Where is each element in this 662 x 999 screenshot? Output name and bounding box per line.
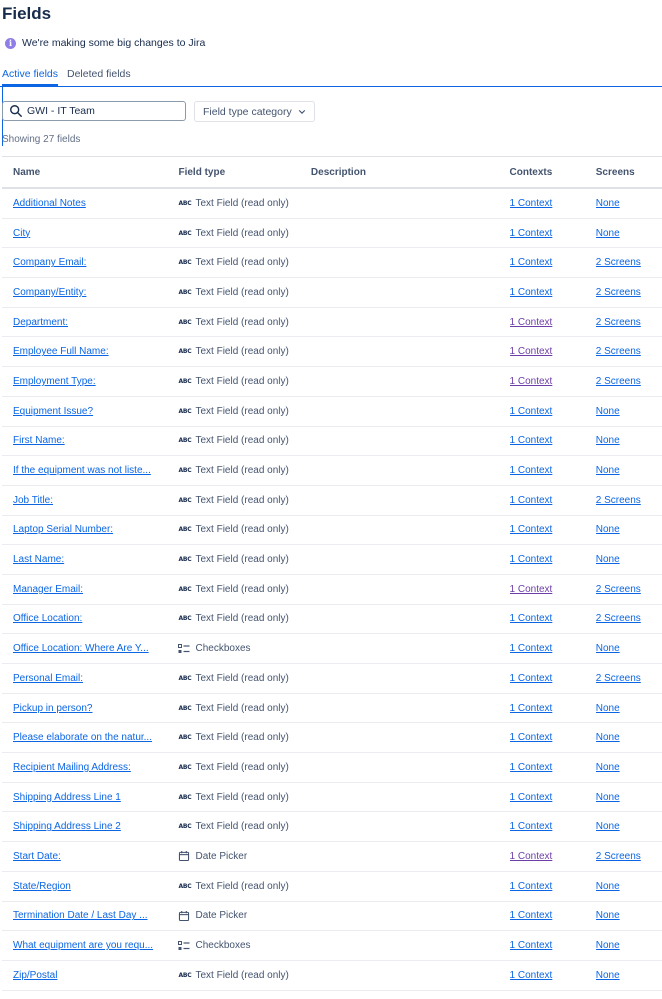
abc-icon: ABC bbox=[178, 882, 192, 890]
description-cell bbox=[311, 218, 510, 248]
description-cell bbox=[311, 456, 510, 486]
field-type-label: Text Field (read only) bbox=[195, 257, 289, 269]
field-name-link[interactable]: Zip/Postal bbox=[13, 969, 58, 981]
field-type-label: Text Field (read only) bbox=[195, 227, 289, 239]
description-cell bbox=[311, 545, 510, 575]
description-cell bbox=[311, 842, 510, 872]
header-contexts: Contexts bbox=[510, 157, 596, 189]
table-row bbox=[2, 485, 662, 515]
field-type-label: Text Field (read only) bbox=[195, 524, 289, 536]
screens-link[interactable]: None bbox=[595, 910, 620, 922]
field-name-link[interactable]: Start Date: bbox=[13, 850, 61, 862]
contexts-link[interactable]: 1 Context bbox=[509, 643, 553, 655]
field-type-label: Text Field (read only) bbox=[195, 197, 289, 209]
search-input[interactable] bbox=[27, 105, 177, 117]
field-type-label: Text Field (read only) bbox=[195, 494, 289, 506]
table-row bbox=[2, 664, 662, 694]
page-title: Fields bbox=[2, 4, 52, 23]
screens-link[interactable]: None bbox=[595, 761, 620, 773]
field-type-category-filter[interactable] bbox=[194, 101, 315, 122]
field-name-link[interactable]: Termination Date / Last Day ... bbox=[13, 910, 148, 922]
table-row bbox=[2, 604, 662, 634]
contexts-link[interactable]: 1 Context bbox=[509, 821, 553, 833]
abc-icon: ABC bbox=[178, 763, 192, 771]
field-type-label: Text Field (read only) bbox=[195, 286, 289, 298]
filter-label: Field type category bbox=[203, 105, 292, 118]
field-name-link[interactable]: Manager Email: bbox=[13, 583, 84, 595]
field-type-label: Text Field (read only) bbox=[195, 761, 289, 773]
table-row bbox=[2, 456, 662, 486]
search-box[interactable] bbox=[2, 101, 186, 121]
contexts-link[interactable]: 1 Context bbox=[509, 613, 553, 625]
field-type-label: Text Field (read only) bbox=[195, 672, 289, 684]
screens-link[interactable]: 2 Screens bbox=[595, 257, 641, 269]
abc-icon: ABC bbox=[178, 496, 192, 504]
contexts-link[interactable]: 1 Context bbox=[509, 702, 553, 714]
screens-link[interactable]: None bbox=[595, 227, 620, 239]
screens-link[interactable]: None bbox=[595, 732, 620, 744]
tab-active-fields[interactable]: Active fields bbox=[2, 68, 59, 80]
table-row bbox=[2, 753, 662, 783]
field-type-label: Text Field (read only) bbox=[195, 346, 289, 358]
header-description: Description bbox=[311, 157, 510, 189]
tab-deleted-fields[interactable]: Deleted fields bbox=[67, 68, 131, 80]
field-type-label: Checkboxes bbox=[195, 940, 251, 952]
table-row bbox=[2, 515, 662, 545]
field-type-label: Text Field (read only) bbox=[195, 435, 289, 447]
contexts-link[interactable]: 1 Context bbox=[509, 227, 553, 239]
contexts-link[interactable]: 1 Context bbox=[509, 375, 553, 387]
field-type-label: Text Field (read only) bbox=[195, 405, 289, 417]
field-name-link[interactable]: Office Location: bbox=[13, 613, 83, 625]
screens-link[interactable]: 2 Screens bbox=[595, 494, 641, 506]
description-cell bbox=[311, 753, 510, 783]
table-row bbox=[2, 931, 662, 961]
description-cell bbox=[311, 278, 510, 308]
table-row bbox=[2, 278, 662, 308]
field-type-label: Text Field (read only) bbox=[195, 969, 289, 981]
contexts-link[interactable]: 1 Context bbox=[509, 791, 553, 803]
abc-icon: ABC bbox=[178, 674, 192, 682]
field-name-link[interactable]: Equipment Issue? bbox=[13, 405, 94, 417]
table-row bbox=[2, 426, 662, 456]
screens-link[interactable]: None bbox=[595, 791, 620, 803]
description-cell bbox=[311, 515, 510, 545]
description-cell bbox=[311, 574, 510, 604]
contexts-link[interactable]: 1 Context bbox=[509, 465, 553, 477]
field-type-label: Text Field (read only) bbox=[195, 732, 289, 744]
screens-link[interactable]: None bbox=[595, 821, 620, 833]
field-name-link[interactable]: Personal Email: bbox=[13, 672, 84, 684]
contexts-link[interactable]: 1 Context bbox=[509, 761, 553, 773]
screens-link[interactable]: 2 Screens bbox=[595, 286, 641, 298]
table-header-row bbox=[2, 157, 662, 189]
screens-link[interactable]: None bbox=[595, 524, 620, 536]
table-row bbox=[2, 871, 662, 901]
table-row bbox=[2, 396, 662, 426]
field-name-link[interactable]: First Name: bbox=[13, 435, 65, 447]
screens-link[interactable]: 2 Screens bbox=[595, 316, 641, 328]
field-name-link[interactable]: Laptop Serial Number: bbox=[13, 524, 114, 536]
contexts-link[interactable]: 1 Context bbox=[509, 257, 553, 269]
abc-icon: ABC bbox=[178, 467, 192, 475]
field-type-label: Text Field (read only) bbox=[195, 791, 289, 803]
checkbox-list-icon bbox=[178, 941, 190, 951]
abc-icon: ABC bbox=[178, 407, 192, 415]
calendar-icon bbox=[178, 911, 190, 921]
field-type-label: Text Field (read only) bbox=[195, 702, 289, 714]
screens-link[interactable]: None bbox=[595, 465, 620, 477]
screens-link[interactable]: None bbox=[595, 880, 620, 892]
contexts-link[interactable]: 1 Context bbox=[509, 910, 553, 922]
field-name-link[interactable]: Job Title: bbox=[13, 494, 54, 506]
field-name-link[interactable]: If the equipment was not liste... bbox=[13, 465, 151, 477]
field-type-label: Text Field (read only) bbox=[195, 880, 289, 892]
contexts-link[interactable]: 1 Context bbox=[509, 850, 553, 862]
description-cell bbox=[311, 901, 510, 931]
description-cell bbox=[311, 248, 510, 278]
description-cell bbox=[311, 871, 510, 901]
chevron-down-icon bbox=[298, 108, 306, 116]
contexts-link[interactable]: 1 Context bbox=[509, 672, 553, 684]
screens-link[interactable]: None bbox=[595, 554, 620, 566]
field-name-link[interactable]: Employee Full Name: bbox=[13, 346, 109, 358]
abc-icon: ABC bbox=[178, 526, 192, 534]
field-name-link[interactable]: Employment Type: bbox=[13, 375, 96, 387]
field-type-label: Text Field (read only) bbox=[195, 554, 289, 566]
contexts-link[interactable]: 1 Context bbox=[509, 732, 553, 744]
abc-icon: ABC bbox=[178, 229, 192, 237]
contexts-link[interactable]: 1 Context bbox=[509, 554, 553, 566]
screens-link[interactable]: 2 Screens bbox=[595, 583, 641, 595]
abc-icon: ABC bbox=[178, 437, 192, 445]
field-name-link[interactable]: Shipping Address Line 2 bbox=[13, 821, 121, 833]
field-name-link[interactable]: Company/Entity: bbox=[13, 286, 87, 298]
description-cell bbox=[311, 664, 510, 694]
abc-icon: ABC bbox=[178, 318, 192, 326]
field-type-label: Text Field (read only) bbox=[195, 613, 289, 625]
screens-link[interactable]: 2 Screens bbox=[595, 613, 641, 625]
description-cell bbox=[311, 337, 510, 367]
contexts-link[interactable]: 1 Context bbox=[509, 583, 553, 595]
description-cell bbox=[311, 960, 510, 990]
description-cell bbox=[311, 367, 510, 397]
screens-link[interactable]: None bbox=[595, 405, 620, 417]
table-row bbox=[2, 842, 662, 872]
description-cell bbox=[311, 812, 510, 842]
table-row bbox=[2, 307, 662, 337]
contexts-link[interactable]: 1 Context bbox=[509, 346, 553, 358]
fields-table bbox=[2, 156, 662, 991]
abc-icon: ABC bbox=[178, 348, 192, 356]
screens-link[interactable]: None bbox=[595, 197, 620, 209]
field-name-link[interactable]: Recipient Mailing Address: bbox=[13, 761, 131, 773]
description-cell bbox=[311, 307, 510, 337]
table-row bbox=[2, 960, 662, 990]
table-row bbox=[2, 634, 662, 664]
info-icon: i bbox=[5, 38, 16, 49]
field-name-link[interactable]: City bbox=[13, 227, 31, 239]
abc-icon: ABC bbox=[178, 793, 192, 801]
abc-icon: ABC bbox=[178, 199, 192, 207]
field-name-link[interactable]: Office Location: Where Are Y... bbox=[13, 643, 149, 655]
field-type-label: Date Picker bbox=[195, 910, 248, 922]
abc-icon: ABC bbox=[178, 971, 192, 979]
field-name-link[interactable]: Additional Notes bbox=[13, 197, 86, 209]
screens-link[interactable]: None bbox=[595, 702, 620, 714]
description-cell bbox=[311, 604, 510, 634]
table-row bbox=[2, 367, 662, 397]
notice-text[interactable]: We're making some big changes to Jira bbox=[22, 37, 206, 49]
abc-icon: ABC bbox=[178, 704, 192, 712]
header-screens: Screens bbox=[596, 157, 662, 189]
header-field-type: Field type bbox=[165, 157, 310, 189]
contexts-link[interactable]: 1 Context bbox=[509, 524, 553, 536]
screens-link[interactable]: None bbox=[595, 643, 620, 655]
abc-icon: ABC bbox=[178, 556, 192, 564]
contexts-link[interactable]: 1 Context bbox=[509, 405, 553, 417]
contexts-link[interactable]: 1 Context bbox=[509, 969, 553, 981]
table-row bbox=[2, 901, 662, 931]
screens-link[interactable]: 2 Screens bbox=[595, 672, 641, 684]
table-row bbox=[2, 693, 662, 723]
tab-bar bbox=[0, 64, 662, 87]
checkbox-list-icon bbox=[178, 644, 190, 654]
field-type-label: Text Field (read only) bbox=[195, 465, 289, 477]
field-type-label: Text Field (read only) bbox=[195, 375, 289, 387]
description-cell bbox=[311, 485, 510, 515]
contexts-link[interactable]: 1 Context bbox=[509, 286, 553, 298]
field-name-link[interactable]: State/Region bbox=[13, 880, 71, 892]
notice-banner[interactable] bbox=[5, 37, 205, 49]
calendar-icon bbox=[178, 851, 190, 861]
table-row bbox=[2, 574, 662, 604]
table-row bbox=[2, 218, 662, 248]
screens-link[interactable]: None bbox=[595, 940, 620, 952]
field-name-link[interactable]: Shipping Address Line 1 bbox=[13, 791, 121, 803]
table-row bbox=[2, 782, 662, 812]
contexts-link[interactable]: 1 Context bbox=[509, 880, 553, 892]
contexts-link[interactable]: 1 Context bbox=[509, 435, 553, 447]
description-cell bbox=[311, 782, 510, 812]
table-row bbox=[2, 337, 662, 367]
contexts-link[interactable]: 1 Context bbox=[509, 940, 553, 952]
field-type-label: Date Picker bbox=[195, 850, 248, 862]
field-name-link[interactable]: Pickup in person? bbox=[13, 702, 93, 714]
description-cell bbox=[311, 931, 510, 961]
description-cell bbox=[311, 634, 510, 664]
description-cell bbox=[311, 693, 510, 723]
table-row bbox=[2, 545, 662, 575]
abc-icon: ABC bbox=[178, 259, 192, 267]
description-cell bbox=[311, 188, 510, 218]
screens-link[interactable]: 2 Screens bbox=[595, 346, 641, 358]
screens-link[interactable]: None bbox=[595, 969, 620, 981]
table-row bbox=[2, 812, 662, 842]
description-cell bbox=[311, 396, 510, 426]
description-cell bbox=[311, 426, 510, 456]
table-row bbox=[2, 248, 662, 278]
description-cell bbox=[311, 723, 510, 753]
field-type-label: Checkboxes bbox=[195, 643, 251, 655]
field-type-label: Text Field (read only) bbox=[195, 821, 289, 833]
contexts-link[interactable]: 1 Context bbox=[509, 316, 553, 328]
abc-icon: ABC bbox=[178, 585, 192, 593]
field-type-label: Text Field (read only) bbox=[195, 583, 289, 595]
contexts-link[interactable]: 1 Context bbox=[509, 197, 553, 209]
screens-link[interactable]: None bbox=[595, 435, 620, 447]
search-icon bbox=[9, 104, 23, 118]
field-name-link[interactable]: Last Name: bbox=[13, 554, 65, 566]
abc-icon: ABC bbox=[178, 377, 192, 385]
abc-icon: ABC bbox=[178, 734, 192, 742]
screens-link[interactable]: 2 Screens bbox=[595, 375, 641, 387]
abc-icon: ABC bbox=[178, 615, 192, 623]
field-name-link[interactable]: Company Email: bbox=[13, 257, 87, 269]
abc-icon: ABC bbox=[178, 823, 192, 831]
field-name-link[interactable]: What equipment are you requ... bbox=[13, 940, 154, 952]
field-type-label: Text Field (read only) bbox=[195, 316, 289, 328]
results-count: Showing 27 fields bbox=[2, 134, 81, 145]
abc-icon: ABC bbox=[178, 288, 192, 296]
table-row bbox=[2, 188, 662, 218]
table-row bbox=[2, 723, 662, 753]
header-name[interactable]: Name bbox=[2, 157, 165, 189]
screens-link[interactable]: 2 Screens bbox=[595, 850, 641, 862]
contexts-link[interactable]: 1 Context bbox=[509, 494, 553, 506]
field-name-link[interactable]: Please elaborate on the natur... bbox=[13, 732, 152, 744]
field-name-link[interactable]: Department: bbox=[13, 316, 69, 328]
